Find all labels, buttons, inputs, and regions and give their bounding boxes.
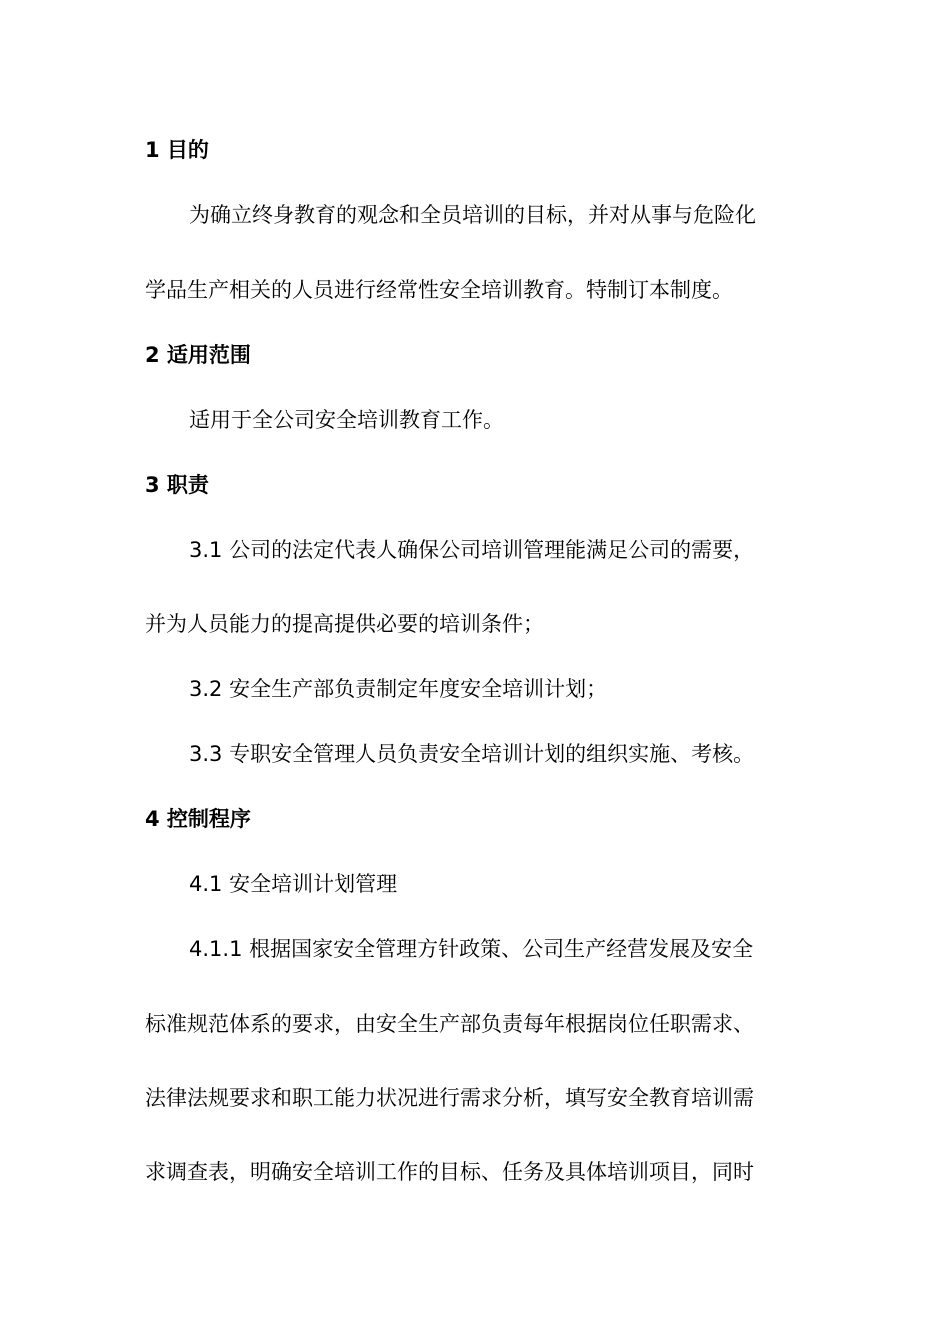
- paragraph-line: 为确立终身教育的观念和全员培训的目标，并对从事与危险化: [189, 203, 756, 227]
- paragraph-line: 3.3 专职安全管理人员负责安全培训计划的组织实施、考核。: [189, 742, 755, 766]
- paragraph-line: 适用于全公司安全培训教育工作。: [189, 408, 504, 432]
- paragraph-line: 3.2 安全生产部负责制定年度安全培训计划；: [189, 677, 608, 701]
- heading-responsibilities: 3 职责: [145, 473, 209, 497]
- paragraph-line: 学品生产相关的人员进行经常性安全培训教育。特制订本制度。: [145, 278, 733, 302]
- paragraph-line: 4.1 安全培训计划管理: [189, 872, 398, 896]
- paragraph-line: 4.1.1 根据国家安全管理方针政策、公司生产经营发展及安全: [189, 937, 754, 961]
- paragraph-line: 并为人员能力的提高提供必要的培训条件；: [145, 612, 544, 636]
- heading-purpose: 1 目的: [145, 138, 209, 162]
- paragraph-line: 法律法规要求和职工能力状况进行需求分析，填写安全教育培训需: [145, 1086, 754, 1110]
- heading-scope: 2 适用范围: [145, 343, 251, 367]
- paragraph-line: 求调查表，明确安全培训工作的目标、任务及具体培训项目，同时: [145, 1160, 754, 1184]
- paragraph-line: 标准规范体系的要求，由安全生产部负责每年根据岗位任职需求、: [145, 1012, 754, 1036]
- heading-control-procedure: 4 控制程序: [145, 807, 251, 831]
- paragraph-line: 3.1 公司的法定代表人确保公司培训管理能满足公司的需要，: [189, 538, 755, 562]
